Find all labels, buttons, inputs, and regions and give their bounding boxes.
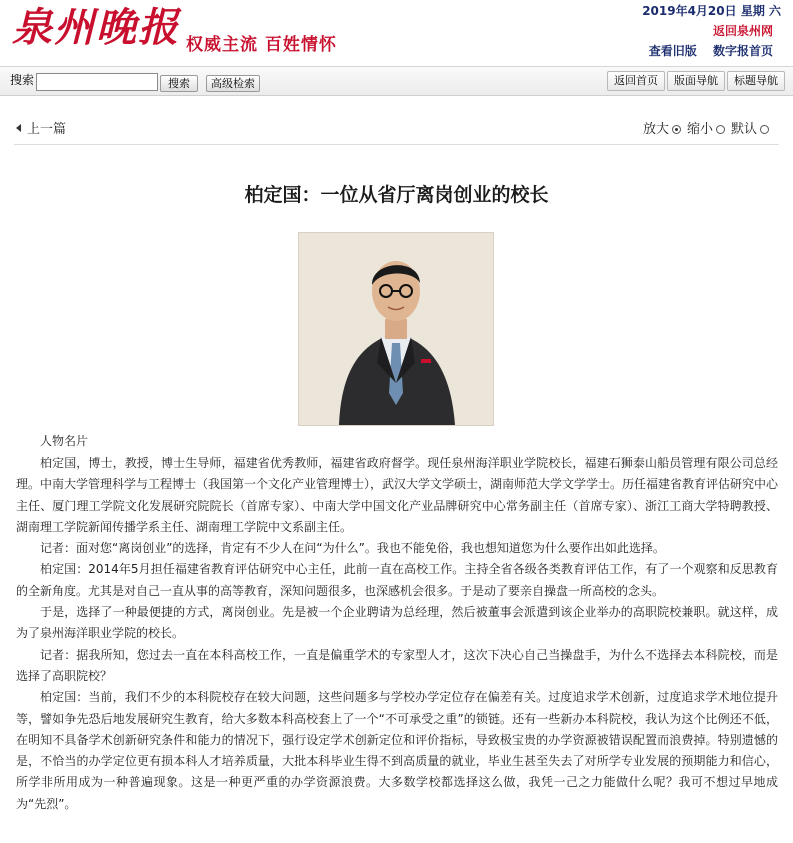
nav-title-tab[interactable]: 标题导航 — [727, 71, 785, 91]
search-bar — [0, 66, 793, 96]
portrait-photo — [298, 232, 494, 426]
paragraph: 记者：面对您“离岗创业”的选择，肯定有不少人在问“为什么”。我也不能免俗，我也想知道您为什么要作出如此选择。 — [40, 541, 665, 556]
advanced-search-button[interactable]: 高级检索 — [206, 75, 260, 92]
radio-icon — [760, 125, 769, 134]
newspaper-logo: 泉州晚报 — [12, 4, 180, 51]
header-links — [637, 42, 773, 59]
paragraph: 柏定国：当前，我们不少的本科院校存在较大问题，这些问题多与学校办学定位存在偏差有关。过度追求学术创新，过度追求学术地位提升等，譬如争先恐后地发展研究生教育，给大多数本科高校套上了一个“不可承受之重”的锁链。还有一些新办本科院校，我认为这个比例还不低，在明知不具备学术创新研究条件和能力的情况下，强行设定学术创新定位和评价指标，导致极宝贵的办学资源被错误配置而浪费掉。特别遗憾的是，不恰当的办学定位更有损本科人才培养质量，大批本科毕业生得不到高质量的就业，毕业生甚至失去了对所学专业发展的预期能力和信心，所学非所用成为一种普遍现象。这是一种更严重的办学资源浪费。大多数学校都选择这么做，我凭一己之力能做什么呢？我可不想过早地成为“先烈”。 — [16, 690, 778, 811]
article-title: 柏定国：一位从省厅离岗创业的校长 — [244, 184, 549, 206]
old-version-link[interactable]: 查看旧版 — [648, 44, 697, 58]
search-input[interactable] — [36, 73, 158, 91]
previous-article-label: 上一篇 — [27, 122, 67, 137]
chevron-left-icon — [16, 124, 21, 132]
paragraph: 柏定国：2014年5月担任福建省教育评估研究中心主任，此前一直在高校工作。主持全省各级各类教育评估工作，有了一个观察和反思教育的全新角度。尤其是对自己一直从事的高等教育，深知问题很多，也深感机会很多。于是动了要亲自操盘一所高校的念头。 — [16, 562, 778, 598]
nav-home-tab[interactable]: 返回首页 — [607, 71, 665, 91]
photo-caption: 人物名片 — [40, 434, 89, 448]
paragraph: 记者：据我所知，您过去一直在本科高校工作，一直是偏重学术的专家型人才，这次下决心自己当操盘手，为什么不选择去本科院校，而是选择了高职院校？ — [16, 647, 778, 683]
font-size-controls — [643, 118, 775, 137]
search-button[interactable]: 搜索 — [160, 75, 198, 92]
digital-home-link[interactable]: 数字报首页 — [712, 44, 773, 58]
issue-date: 2019年4月20日 星期 六 — [642, 4, 781, 18]
zoom-out-label: 缩小 — [686, 122, 713, 137]
zoom-in-label: 放大 — [642, 122, 669, 137]
slogan: 权威主流 百姓情怀 — [186, 35, 337, 55]
radio-icon — [672, 125, 681, 134]
zoom-out-option[interactable] — [687, 122, 731, 137]
paragraph: 柏定国，博士，教授，博士生导师，福建省优秀教师，福建省政府督学。现任泉州海洋职业学院校长，福建石狮泰山船员管理有限公司总经理。中南大学管理科学与工程博士（我国第一个文化产业管理博士），武汉大学文学硕士，湖南师范大学文学学士。历任福建省教育评估研究中心主任、厦门理工学院文化发展研究院院长（首席专家）、中南大学中国文化产业品牌研究中心常务副主任（首席专家）、浙江工商大学特聘教授、湖南理工学院新闻传播学系主任、湖南理工学院中文系副主任。 — [16, 456, 779, 534]
article-body — [16, 453, 778, 815]
paragraph: 于是，选择了一种最便捷的方式，离岗创业。先是被一个企业聘请为总经理，然后被董事会派遣到该企业举办的高职院校兼职。就这样，成为了泉州海洋职业学院的校长。 — [16, 605, 778, 641]
radio-icon — [716, 125, 725, 134]
back-to-site-link[interactable]: 返回泉州网 — [712, 24, 773, 38]
default-size-label: 默认 — [730, 122, 757, 137]
search-label: 搜索 — [10, 73, 35, 87]
previous-article-link[interactable] — [16, 118, 66, 137]
masthead — [0, 0, 793, 64]
article-toolbar — [14, 110, 779, 145]
default-size-option[interactable] — [731, 122, 775, 137]
nav-page-tab[interactable]: 版面导航 — [667, 71, 725, 91]
zoom-in-option[interactable] — [643, 122, 687, 137]
